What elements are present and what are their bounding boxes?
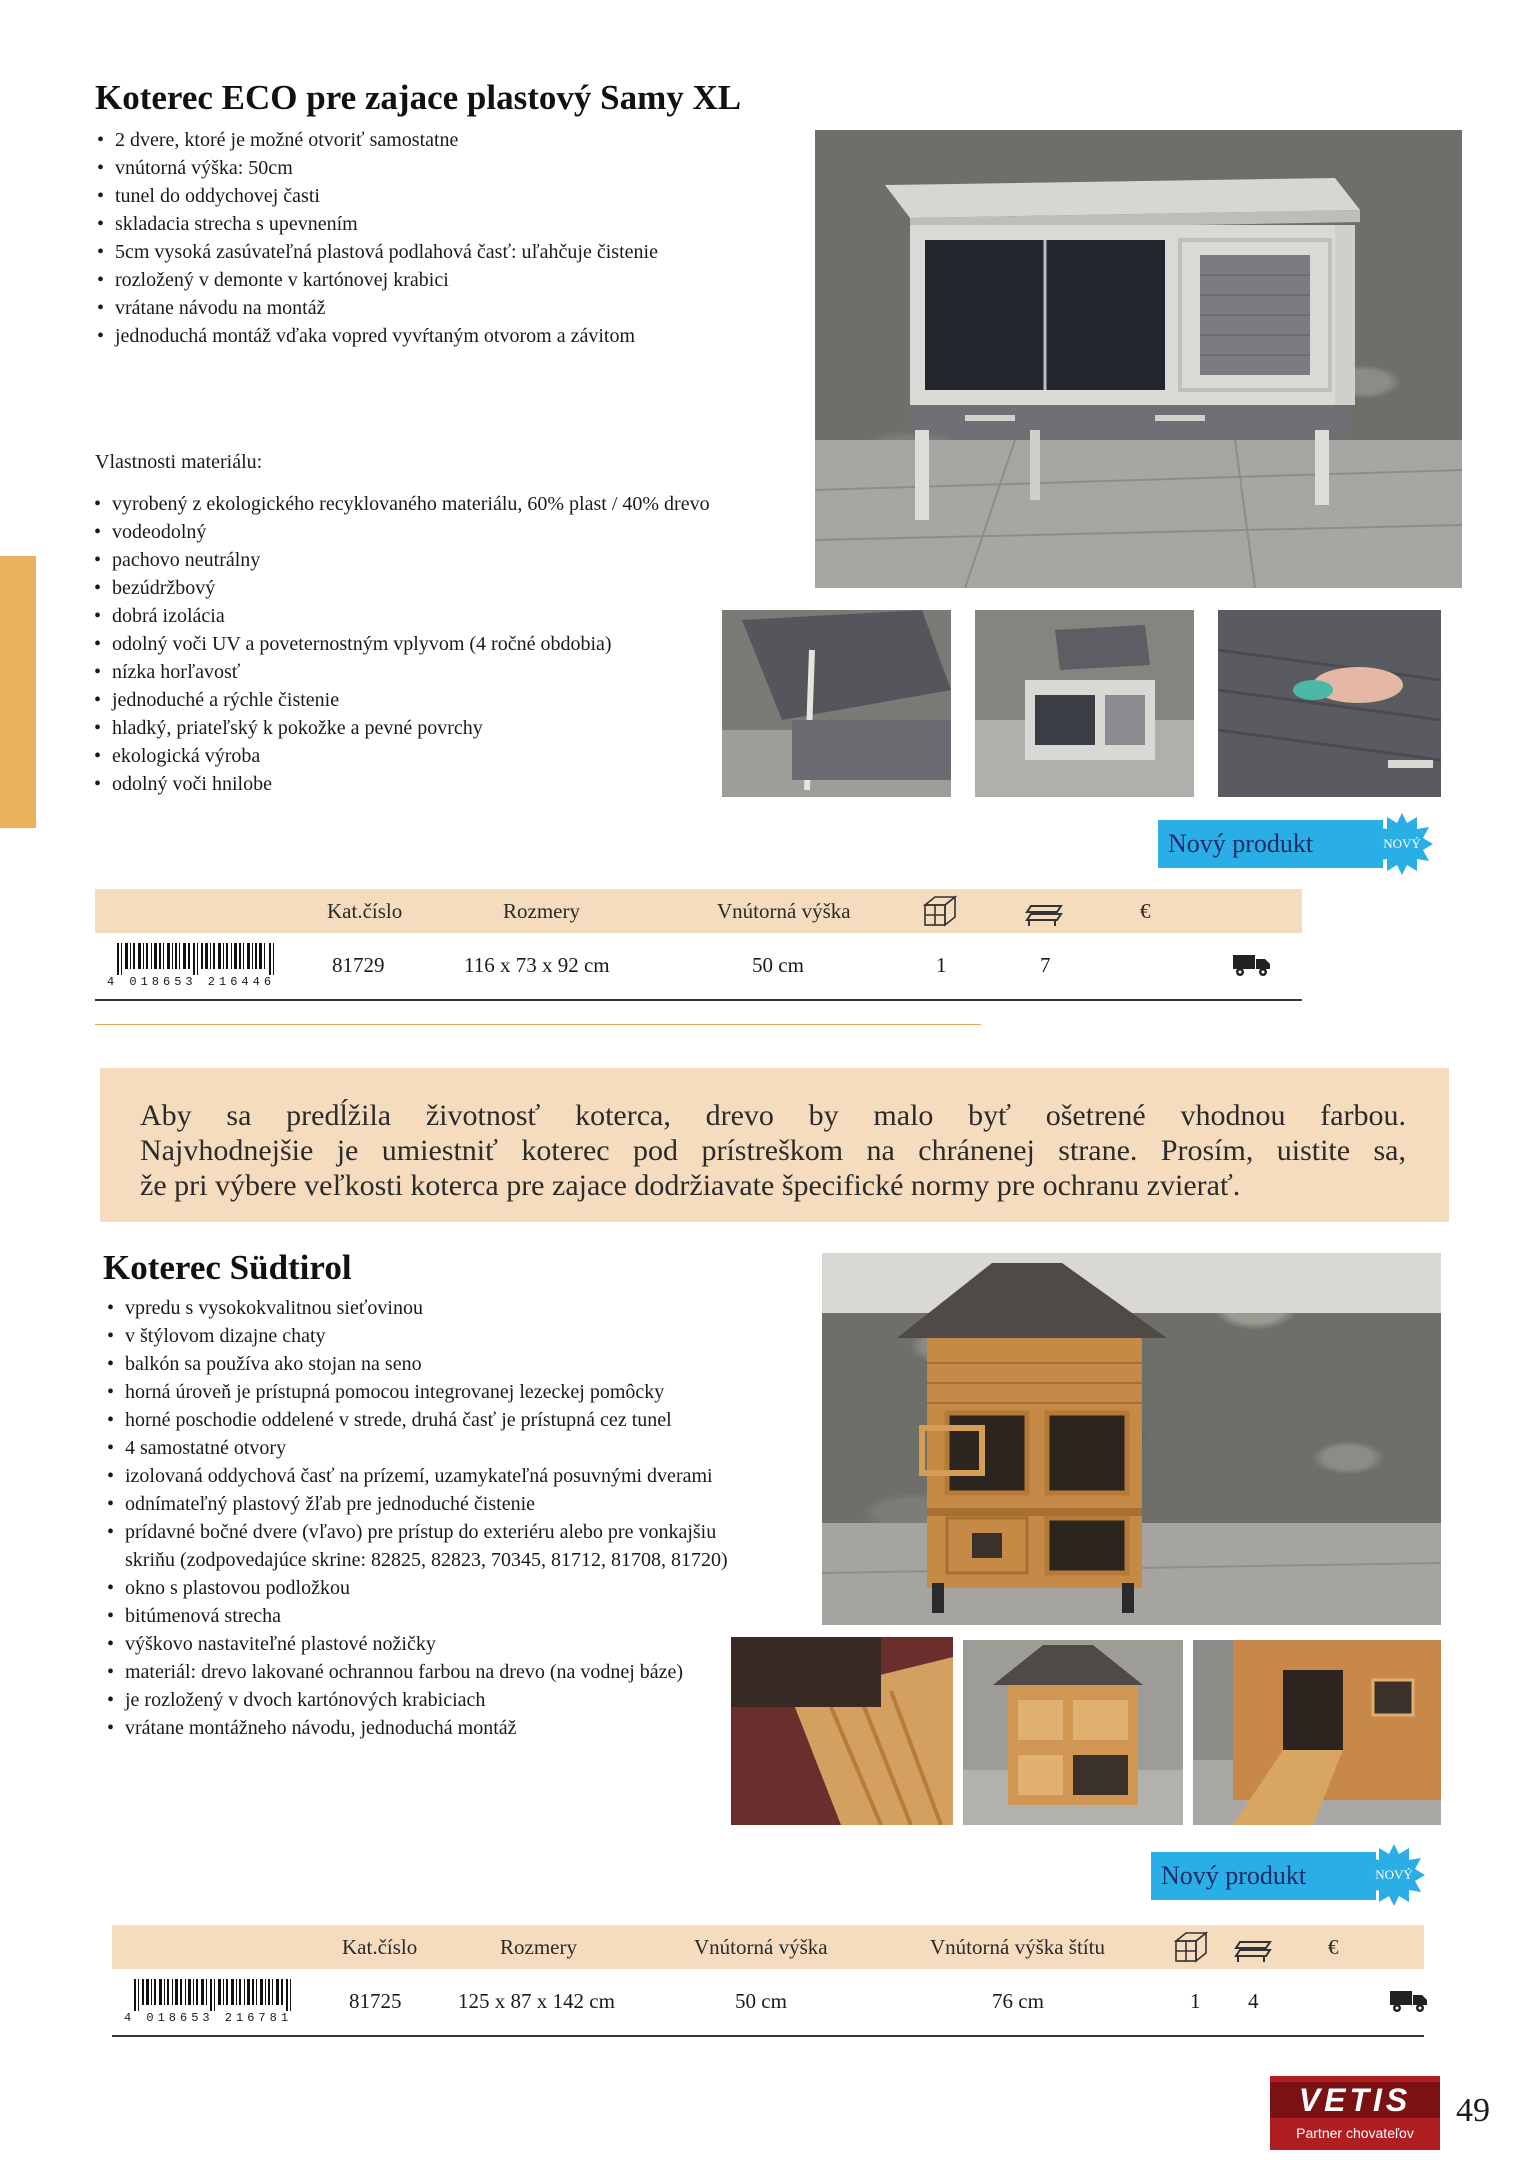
list-item: • nízka horľavosť — [92, 658, 812, 686]
product2-table-header — [112, 1925, 1424, 1969]
product2-thumb-ramp — [1193, 1640, 1441, 1825]
list-item: • 5cm vysoká zasúvateľná plastová podlahová časť: uľahčuje čistenie — [95, 238, 815, 266]
material-heading: Vlastnosti materiálu: — [95, 451, 263, 473]
table-row — [95, 933, 1302, 999]
table-rule — [95, 999, 1302, 1001]
list-item: • balkón sa používa ako stojan na seno — [105, 1350, 770, 1378]
product2-thumb-interior — [731, 1637, 953, 1825]
list-item: • horná úroveň je prístupná pomocou integrovanej lezeckej pomôcky — [105, 1378, 770, 1406]
list-item: • je rozložený v dvoch kartónových krabiciach — [105, 1686, 770, 1714]
list-item: • jednoduchá montáž vďaka vopred vyvŕtaným otvorom a závitom — [95, 322, 815, 350]
cell-dimensions: 125 x 87 x 142 cm — [458, 1989, 615, 2013]
list-item: • jednoduché a rýchle čistenie — [92, 686, 812, 714]
list-item: • dobrá izolácia — [92, 602, 812, 630]
list-item: • hladký, priateľský k pokožke a pevné povrchy — [92, 714, 812, 742]
care-note-line: Aby sa predĺžila životnosť koterca, drevo by malo byť ošetrené vhodnou farbou. — [140, 1099, 1406, 1132]
list-item: • tunel do oddychovej časti — [95, 182, 815, 210]
cell-pallet: 4 — [1248, 1989, 1259, 2013]
logo-text: VETIS — [1298, 2082, 1412, 2118]
list-item: • v štýlovom dizajne chaty — [105, 1322, 770, 1350]
vetis-logo — [1270, 2076, 1440, 2150]
list-item: • skladacia strecha s upevnením — [95, 210, 815, 238]
product1-title: Koterec ECO pre zajace plastový Samy XL — [95, 78, 742, 117]
list-item: • izolovaná oddychová časť na prízemí, uzamykateľná posuvnými dverami — [105, 1462, 770, 1490]
cell-cat: 81729 — [332, 953, 385, 977]
cell-gable-height: 76 cm — [992, 1989, 1044, 2013]
list-item: • prídavné bočné dvere (vľavo) pre prístup do exteriéru alebo pre vonkajšiu skriňu (zodpovedajúce skrine: 82825, 82823, 70345, 81712, 81708, 81720) — [105, 1518, 770, 1574]
truck-icon — [1390, 1989, 1428, 2019]
section-divider — [95, 1024, 981, 1025]
list-item: • ekologická výroba — [92, 742, 812, 770]
list-item: • výškovo nastaviteľné plastové nožičky — [105, 1630, 770, 1658]
care-note-line: že pri výbere veľkosti koterca pre zajace dodržiavate špecifické normy pre ochranu zvierať. — [140, 1169, 1241, 1202]
list-item: • vodeodolný — [92, 518, 812, 546]
new-burst-label: NOVÝ — [1383, 836, 1421, 851]
product1-table-header — [95, 889, 1302, 933]
list-item: • okno s plastovou podložkou — [105, 1574, 770, 1602]
header-price: € — [1328, 1935, 1339, 1959]
header-price: € — [1140, 899, 1151, 923]
header-dimensions: Rozmery — [503, 899, 580, 923]
new-burst-icon — [1363, 1844, 1425, 1906]
header-inner-height: Vnútorná výška — [694, 1935, 828, 1959]
cell-inner-height: 50 cm — [752, 953, 804, 977]
material-features — [92, 490, 812, 798]
product1-thumb-open — [975, 610, 1194, 797]
list-item: • vnútorná výška: 50cm — [95, 154, 815, 182]
product1-thumb-cleaning — [1218, 610, 1441, 797]
cell-inner-height: 50 cm — [735, 1989, 787, 2013]
product2-features — [105, 1294, 770, 1742]
cell-pallet: 7 — [1040, 953, 1051, 977]
header-cat: Kat.číslo — [342, 1935, 418, 1959]
product2-main-photo — [822, 1253, 1441, 1625]
barcode — [124, 1979, 300, 2025]
list-item: • horné poschodie oddelené v strede, druhá časť je prístupná cez tunel — [105, 1406, 770, 1434]
list-item: • odolný voči UV a poveternostným vplyvom (4 ročné obdobia) — [92, 630, 812, 658]
care-note-line: Najvhodnejšie je umiestniť koterec pod prístreškom na chránenej strane. Prosím, uistite sa, — [140, 1134, 1406, 1167]
list-item: • pachovo neutrálny — [92, 546, 812, 574]
list-item: • materiál: drevo lakované ochrannou farbou na drevo (na vodnej báze) — [105, 1658, 770, 1686]
list-item: • bezúdržbový — [92, 574, 812, 602]
new-burst-label: NOVÝ — [1375, 1867, 1413, 1882]
chalet-hutch-illustration — [822, 1253, 1441, 1625]
list-item: • 4 samostatné otvory — [105, 1434, 770, 1462]
cell-qty: 1 — [1190, 1989, 1201, 2013]
list-item: • vrátane návodu na montáž — [95, 294, 815, 322]
list-item: • vpredu s vysokokvalitnou sieťovinou — [105, 1294, 770, 1322]
header-inner-height: Vnútorná výška — [717, 899, 851, 923]
header-cat: Kat.číslo — [327, 899, 403, 923]
barcode — [107, 943, 283, 989]
cell-cat: 81725 — [349, 1989, 402, 2013]
logo-subtitle: Partner chovateľov — [1296, 2125, 1414, 2141]
product1-features — [95, 126, 815, 350]
new-product-badge: Nový produkt — [1158, 820, 1383, 868]
list-item: • 2 dvere, ktoré je možné otvoriť samostatne — [95, 126, 815, 154]
header-gable-height: Vnútorná výška štítu — [930, 1935, 1105, 1959]
product1-main-photo — [815, 130, 1462, 588]
section-tab — [0, 556, 36, 828]
list-item: • rozložený v demonte v kartónovej krabici — [95, 266, 815, 294]
barcode-number: 4 018653 216446 — [107, 975, 276, 989]
list-item: • odolný voči hnilobe — [92, 770, 812, 798]
hutch-illustration — [815, 130, 1462, 588]
barcode-number: 4 018653 216781 — [124, 2011, 293, 2025]
new-burst-icon — [1371, 813, 1433, 875]
list-item: • vyrobený z ekologického recyklovaného materiálu, 60% plast / 40% drevo — [92, 490, 812, 518]
header-dimensions: Rozmery — [500, 1935, 577, 1959]
cell-dimensions: 116 x 73 x 92 cm — [464, 953, 610, 977]
truck-icon — [1233, 953, 1271, 983]
table-row — [112, 1969, 1424, 2035]
list-item: • odnímateľný plastový žľab pre jednoduché čistenie — [105, 1490, 770, 1518]
product2-title: Koterec Südtirol — [103, 1248, 352, 1287]
new-product-badge: Nový produkt — [1151, 1852, 1376, 1900]
care-note-box — [100, 1068, 1449, 1222]
product2-thumb-open — [963, 1640, 1183, 1825]
list-item: • vrátane montážneho návodu, jednoduchá montáž — [105, 1714, 770, 1742]
table-rule — [112, 2035, 1424, 2037]
page-number: 49 — [1456, 2092, 1490, 2129]
list-item: • bitúmenová strecha — [105, 1602, 770, 1630]
product1-thumb-roof — [722, 610, 951, 797]
cell-qty: 1 — [936, 953, 947, 977]
